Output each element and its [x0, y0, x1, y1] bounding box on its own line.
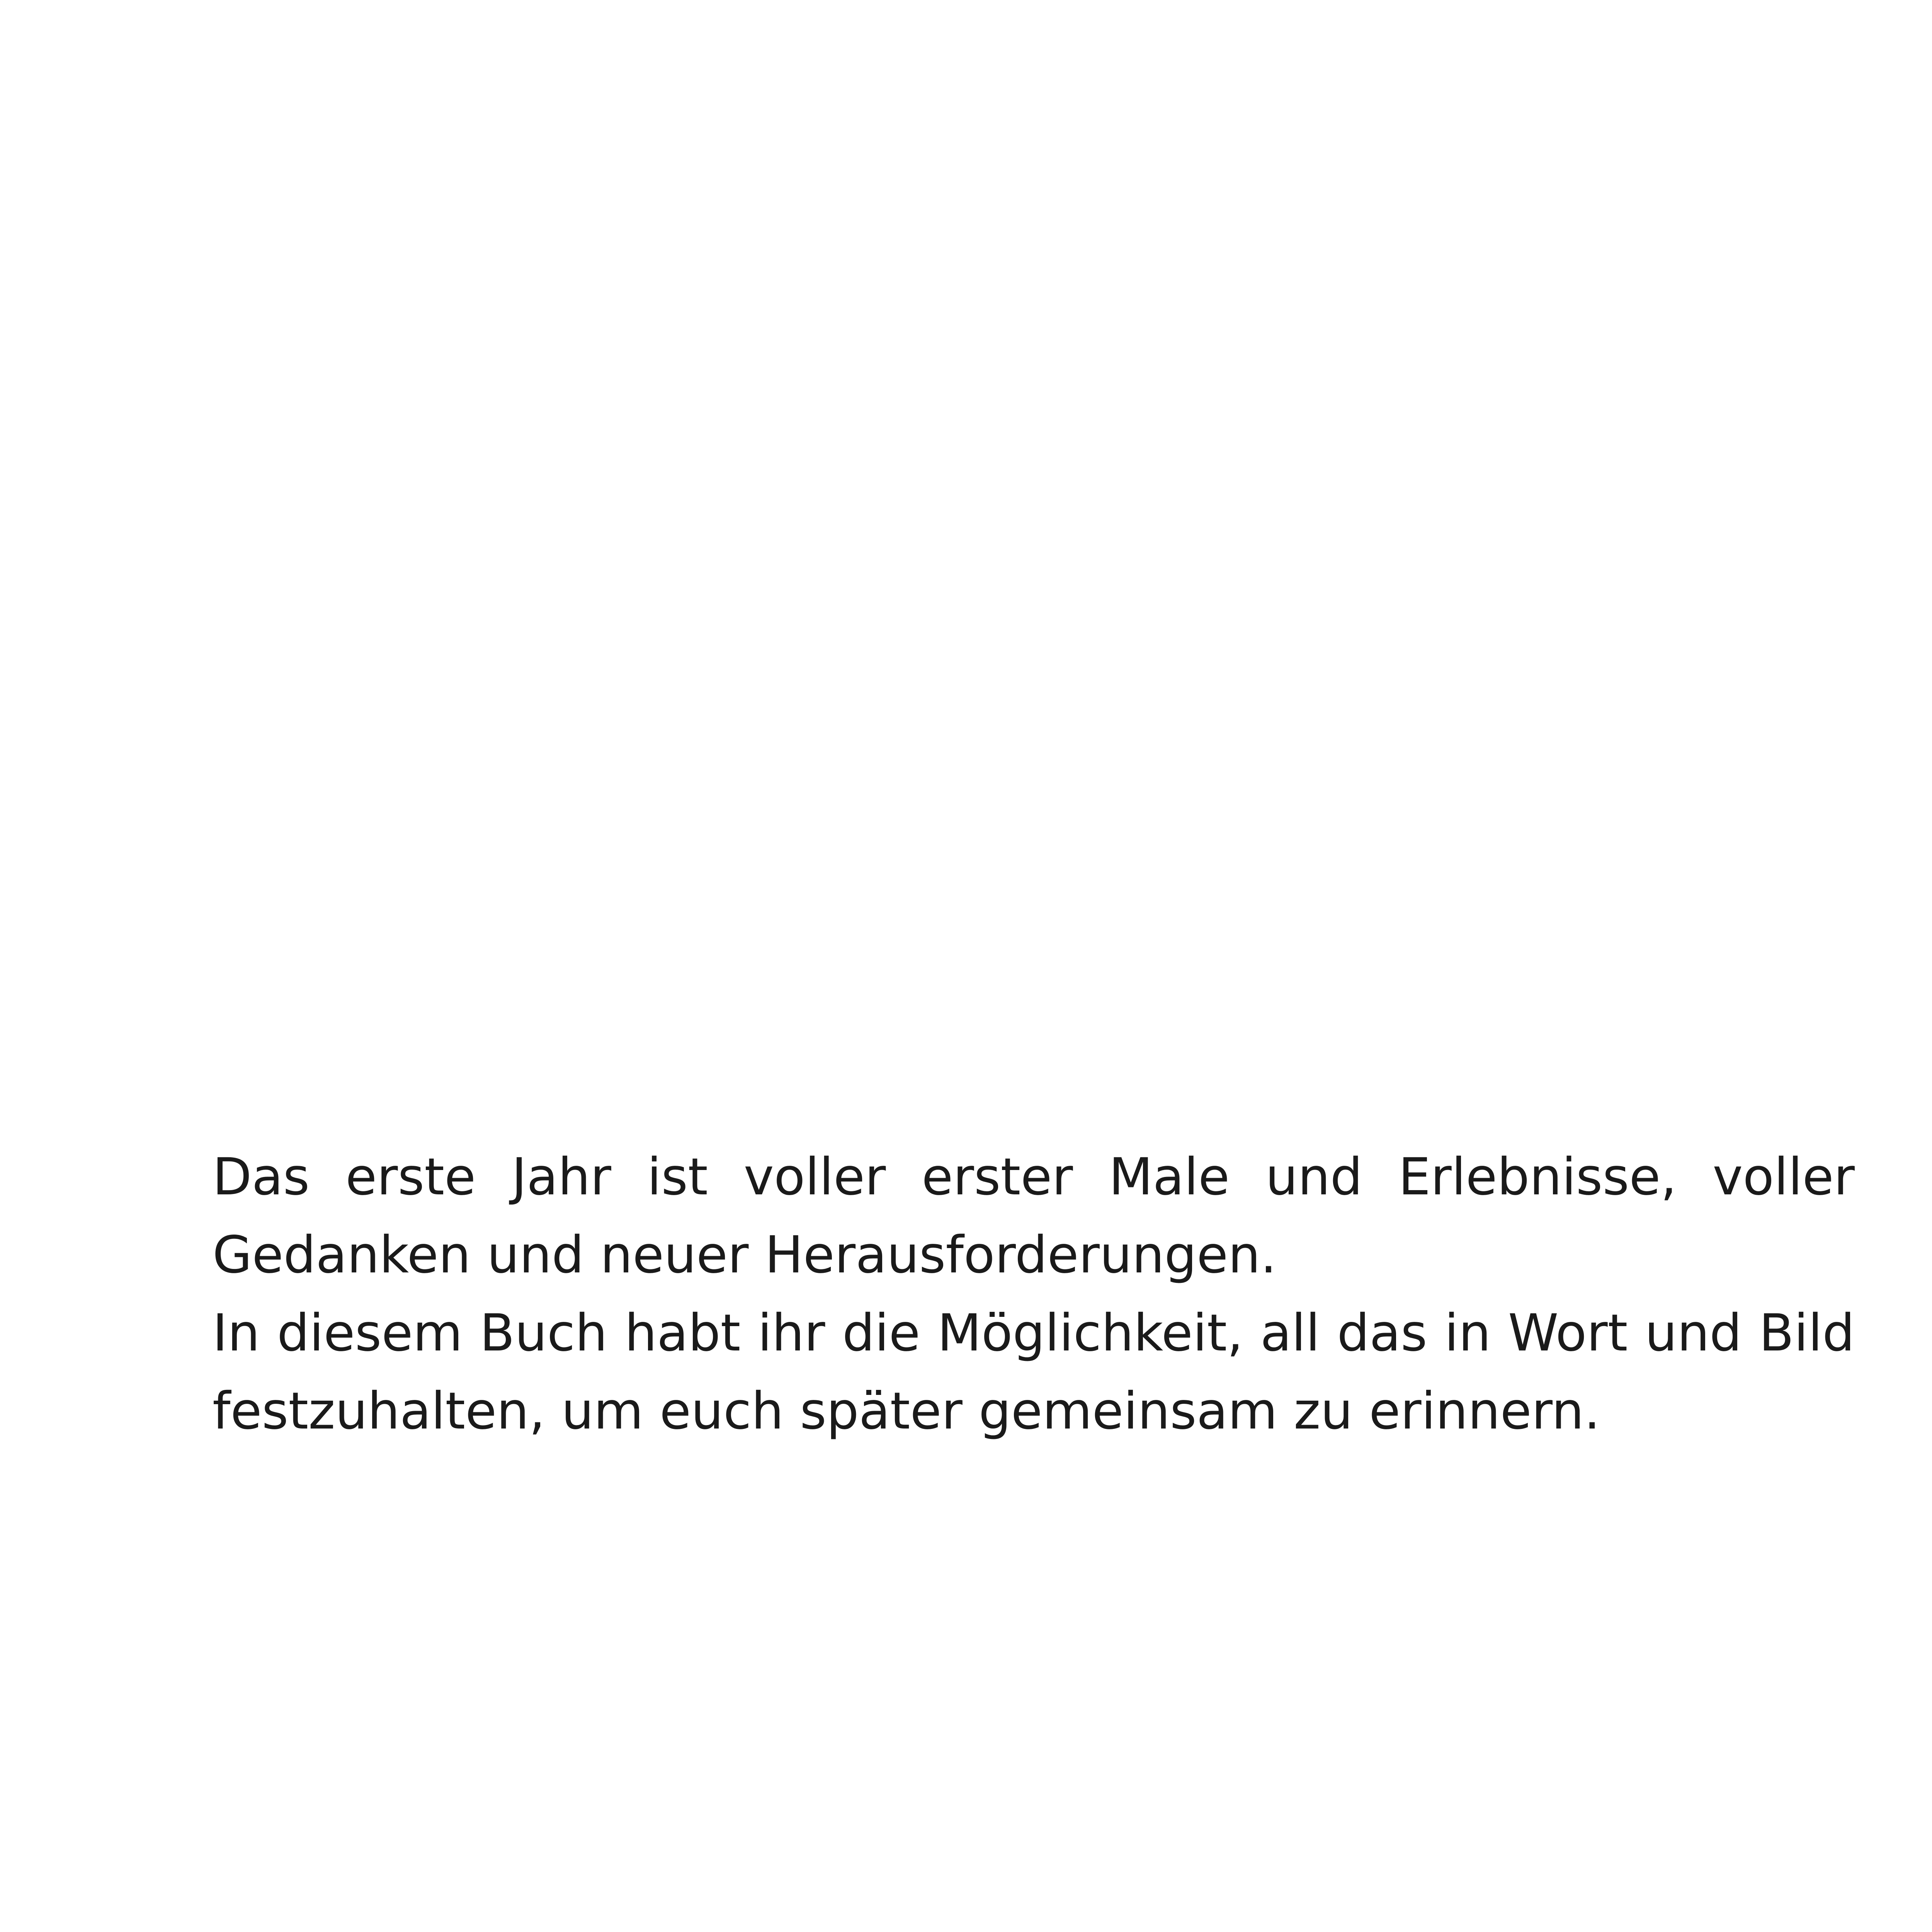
- intro-paragraph-1: Das erste Jahr ist voller erster Male und Erlebnisse, voller Gedanken und neuer Herausforderungen.: [213, 1147, 1855, 1285]
- intro-text: [213, 1138, 1855, 1450]
- intro-paragraph-2: In diesem Buch habt ihr die Möglichkeit, all das in Wort und Bild festzuhalten, um euch später gemeinsam zu erinnern.: [213, 1303, 1855, 1441]
